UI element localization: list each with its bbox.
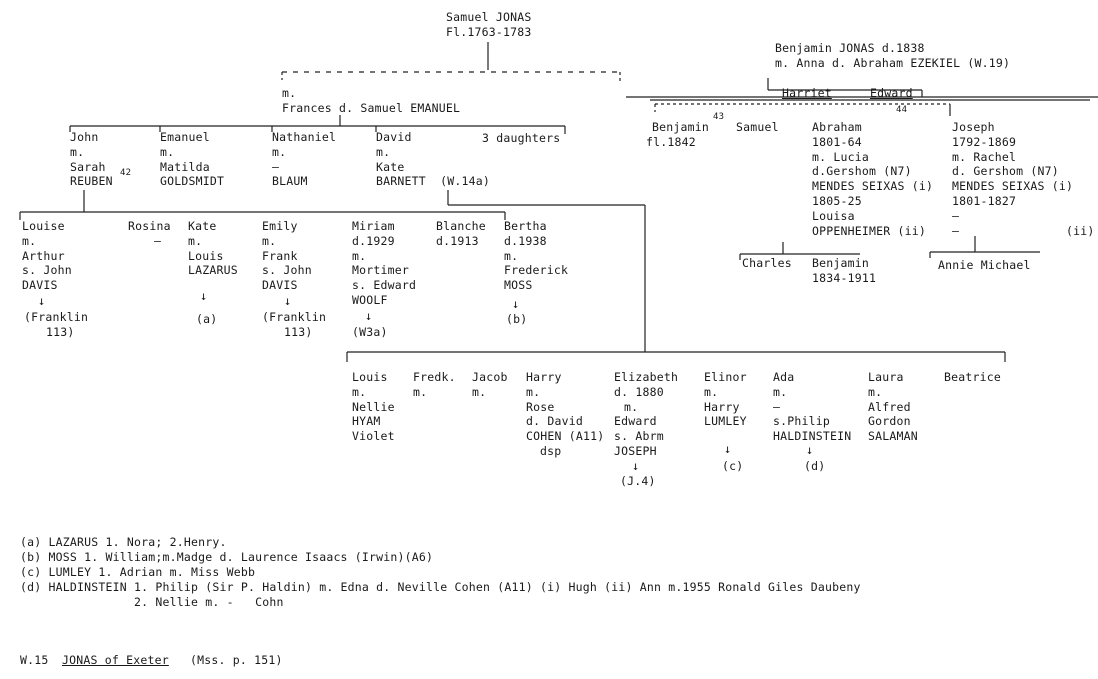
person-emily: Emily m. Frank s. John DAVIS: [262, 219, 312, 293]
person-elizabeth: Elizabeth d. 1880 m. Edward s. Abrm JOSEPH: [614, 370, 679, 458]
person-emanuel: Emanuel m. Matilda GOLDSMIDT: [160, 130, 225, 189]
benjamin-daughter-edward: Edward: [870, 86, 913, 100]
person-john: John m. Sarah REUBEN: [70, 130, 113, 189]
person-samuel: Samuel: [736, 120, 779, 134]
root-spouse: Frances d. Samuel EMANUEL: [282, 101, 461, 115]
arrow-down-icon: ↓: [512, 297, 520, 311]
arrow-down-icon: ↓: [724, 442, 732, 456]
root-person-dates: Fl.1763-1783: [446, 25, 532, 39]
person-benjamin-jr: Benjamin fl.1842: [646, 120, 709, 149]
person-ada: Ada m. – s.Philip HALDINSTEIN: [773, 370, 852, 444]
person-benjamin-1834: Benjamin 1834-1911: [812, 256, 877, 285]
benjamin-head: Benjamin JONAS d.1838: [775, 41, 925, 55]
person-nathaniel: Nathaniel m. – BLAUM: [272, 130, 337, 189]
caption-source: (Mss. p. 151): [190, 653, 283, 667]
person-kate: Kate m. Louis LAZARUS: [188, 219, 238, 278]
benjamin-jr-ref: 43: [713, 112, 725, 122]
person-louise: Louise m. Arthur s. John DAVIS: [22, 219, 72, 293]
arrow-down-icon: ↓: [806, 443, 814, 457]
footnote-d2: 2. Nellie m. - Cohn: [20, 595, 284, 609]
person-david: David m. Kate BARNETT (W.14a): [376, 130, 490, 189]
person-harry: Harry m. Rose d. David COHEN (A11) dsp: [526, 370, 605, 458]
footnote-b: (b) MOSS 1. William;m.Madge d. Laurence Isaacs (Irwin)(A6): [20, 550, 434, 564]
person-louis: Louis m. Nellie HYAM Violet: [352, 370, 395, 444]
elizabeth-note: (J.4): [620, 474, 656, 488]
louise-note: (Franklin 113): [24, 310, 89, 339]
person-miriam: Miriam d.1929 m. Mortimer s. Edward WOOLF: [352, 219, 417, 307]
ada-note: (d): [804, 459, 826, 473]
person-bertha: Bertha d.1938 m. Frederick MOSS: [504, 219, 569, 293]
benjamin-daughter-harriet: Harriet: [782, 86, 832, 100]
miriam-note: (W3a): [352, 325, 388, 339]
arrow-down-icon: ↓: [38, 294, 46, 308]
bertha-note: (b): [506, 312, 528, 326]
person-fredk: Fredk. m.: [413, 370, 456, 399]
root-marriage-m: m.: [282, 86, 297, 100]
arrow-down-icon: ↓: [365, 309, 373, 323]
person-beatrice: Beatrice: [944, 370, 1001, 384]
kate-note: (a): [196, 312, 218, 326]
footnote-a: (a) LAZARUS 1. Nora; 2.Henry.: [20, 535, 227, 549]
person-joseph: Joseph 1792-1869 m. Rachel d. Gershom (N7) MENDES SEIXAS (i) 1801-1827 – – (ii): [952, 120, 1095, 238]
three-daughters: 3 daughters: [482, 131, 561, 145]
person-abraham: Abraham 1801-64 m. Lucia d.Gershom (N7) MENDES SEIXAS (i) 1805-25 Louisa OPPENHEIMER (ii): [812, 120, 934, 238]
person-laura: Laura m. Alfred Gordon SALAMAN: [868, 370, 918, 444]
john-ref: 42: [120, 168, 132, 178]
caption-title: JONAS of Exeter: [62, 653, 169, 667]
person-annie-michael: Annie Michael: [938, 258, 1031, 272]
person-jacob: Jacob m.: [472, 370, 508, 399]
arrow-down-icon: ↓: [632, 459, 640, 473]
footnote-d: (d) HALDINSTEIN 1. Philip (Sir P. Haldin) m. Edna d. Neville Cohen (A11) (i) Hugh (ii) Ann m.1955 Ronald Giles Daubeny: [20, 580, 861, 594]
root-person-name: Samuel JONAS: [446, 10, 532, 24]
footnote-c: (c) LUMLEY 1. Adrian m. Miss Webb: [20, 565, 256, 579]
person-rosina: Rosina –: [128, 219, 171, 248]
caption-code: W.15: [20, 653, 49, 667]
benjamin-spouse: m. Anna d. Abraham EZEKIEL (W.19): [775, 56, 1011, 70]
person-elinor: Elinor m. Harry LUMLEY: [704, 370, 747, 429]
elinor-note: (c): [722, 459, 744, 473]
person-blanche: Blanche d.1913: [436, 219, 486, 248]
arrow-down-icon: ↓: [200, 289, 208, 303]
person-charles: Charles: [742, 256, 792, 270]
benjamin-ref-44: 44: [896, 105, 908, 115]
emily-note: (Franklin 113): [262, 310, 327, 339]
arrow-down-icon: ↓: [284, 294, 292, 308]
